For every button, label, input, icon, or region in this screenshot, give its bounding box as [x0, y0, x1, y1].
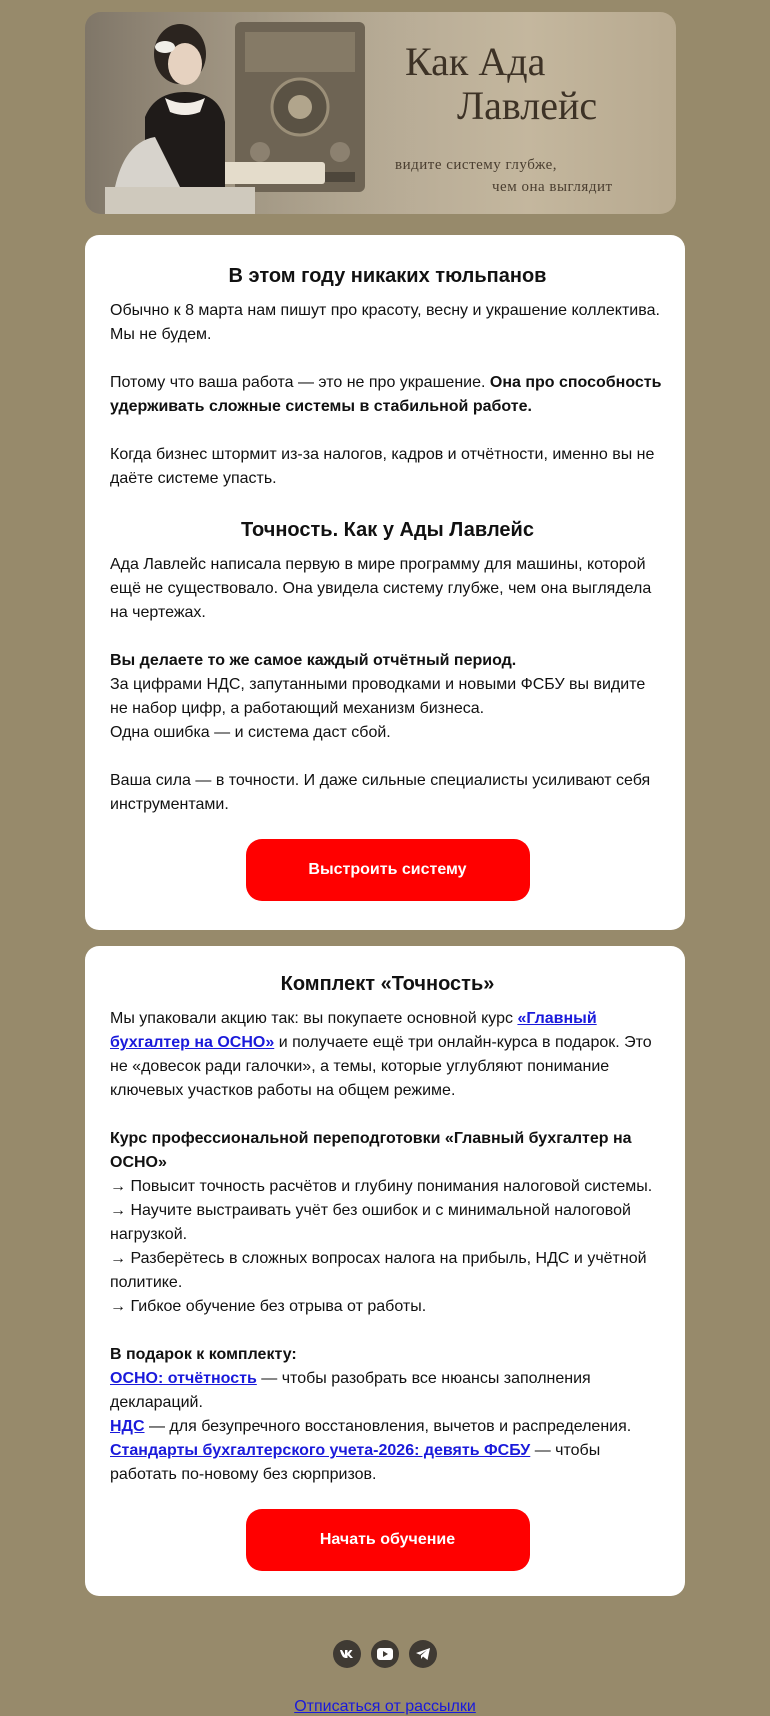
youtube-icon[interactable]: [371, 1640, 399, 1668]
gift-title-text: В подарок к комплекту:: [110, 1346, 297, 1363]
gift-link-osno-reporting[interactable]: ОСНО: отчётность: [110, 1370, 257, 1387]
banner-subtitle: [395, 154, 660, 198]
card1-paragraph-5-line2: За цифрами НДС, запутанными проводками и новыми ФСБУ вы видите не набор цифр, а работающий механизм бизнеса.: [110, 676, 646, 717]
gift-item: [110, 1367, 665, 1415]
gift-item: [110, 1415, 665, 1439]
main-course-link[interactable]: «Главный бухгалтер на ОСНО»: [110, 1010, 597, 1051]
card2-intro-before: Мы упаковали акцию так: вы покупаете основной курс: [110, 1010, 518, 1027]
benefit-item: → Научите выстраивать учёт без ошибок и с минимальной налоговой нагрузкой.: [110, 1202, 631, 1243]
card1-paragraph-2: [110, 371, 665, 419]
card1-paragraph-2-bold: Она про способность удерживать сложные системы в стабильной работе.: [110, 374, 662, 415]
banner-subtitle-line2: чем она выглядит: [492, 179, 613, 195]
gift-link-fsbu[interactable]: Стандарты бухгалтерского учета-2026: девять ФСБУ: [110, 1442, 531, 1459]
telegram-icon[interactable]: [409, 1640, 437, 1668]
start-learning-button[interactable]: Начать обучение: [246, 1509, 530, 1571]
card1-paragraph-4: Ада Лавлейс написала первую в мире программу для машины, которой ещё не существовало. Она увидела систему глубже, чем она выглядела на чертежах.: [110, 556, 652, 621]
hero-banner: [85, 12, 676, 214]
card1-paragraph-5: [110, 649, 665, 745]
gift-title: [110, 1343, 665, 1367]
gift-item: [110, 1439, 665, 1487]
card1-paragraph-1: Обычно к 8 марта нам пишут про красоту, весну и украшение коллектива. Мы не будем.: [110, 302, 660, 343]
banner-title-line1: Как Ада: [405, 39, 546, 84]
card2-heading: Комплект «Точность»: [280, 973, 495, 995]
card1-heading: В этом году никаких тюльпанов: [228, 265, 547, 287]
card1-paragraph-2-text: Потому что ваша работа — это не про украшение.: [110, 374, 490, 391]
card1-paragraph-5-line3: Одна ошибка — и система даст сбой.: [110, 724, 391, 741]
social-links: [0, 1640, 770, 1668]
card1-subheading: Точность. Как у Ады Лавлейс: [241, 519, 534, 541]
course-title-text: Курс профессиональной переподготовки «Главный бухгалтер на ОСНО»: [110, 1130, 632, 1171]
benefit-item: → Разберётесь в сложных вопросах налога на прибыль, НДС и учётной политике.: [110, 1250, 647, 1291]
card2-intro-after: и получаете ещё три онлайн-курса в подарок. Это не «довесок ради галочки», а темы, которые углубляют понимание ключевых участков работы на общем режиме.: [110, 1034, 652, 1099]
gift-text: — чтобы работать по-новому без сюрпризов.: [110, 1442, 601, 1483]
benefit-item: → Гибкое обучение без отрыва от работы.: [110, 1298, 427, 1315]
card1-paragraph-5-bold: Вы делаете то же самое каждый отчётный период.: [110, 652, 517, 669]
card1-paragraph-6: Ваша сила — в точности. И даже сильные специалисты усиливают себя инструментами.: [110, 772, 651, 813]
gift-text: — чтобы разобрать все нюансы заполнения деклараций.: [110, 1370, 591, 1411]
unsubscribe-link[interactable]: Отписаться от рассылки: [294, 1698, 476, 1715]
vk-icon[interactable]: [333, 1640, 361, 1668]
gift-link-vat[interactable]: НДС: [110, 1418, 145, 1435]
course-title: [110, 1127, 665, 1175]
gift-text: — для безупречного восстановления, вычетов и распределения.: [144, 1418, 632, 1435]
card1-paragraph-3: Когда бизнес штормит из-за налогов, кадров и отчётности, именно вы не даёте системе упасть.: [110, 446, 655, 487]
banner-title: [405, 40, 655, 128]
card2-intro: [110, 1007, 665, 1103]
benefit-item: → Повысит точность расчётов и глубину понимания налоговой системы.: [110, 1178, 653, 1195]
bundle-card: [85, 946, 685, 1596]
banner-title-line2: Лавлейс: [457, 83, 598, 128]
build-system-button[interactable]: Выстроить систему: [246, 839, 530, 901]
banner-subtitle-line1: видите систему глубже,: [395, 157, 558, 173]
intro-card: [85, 235, 685, 930]
